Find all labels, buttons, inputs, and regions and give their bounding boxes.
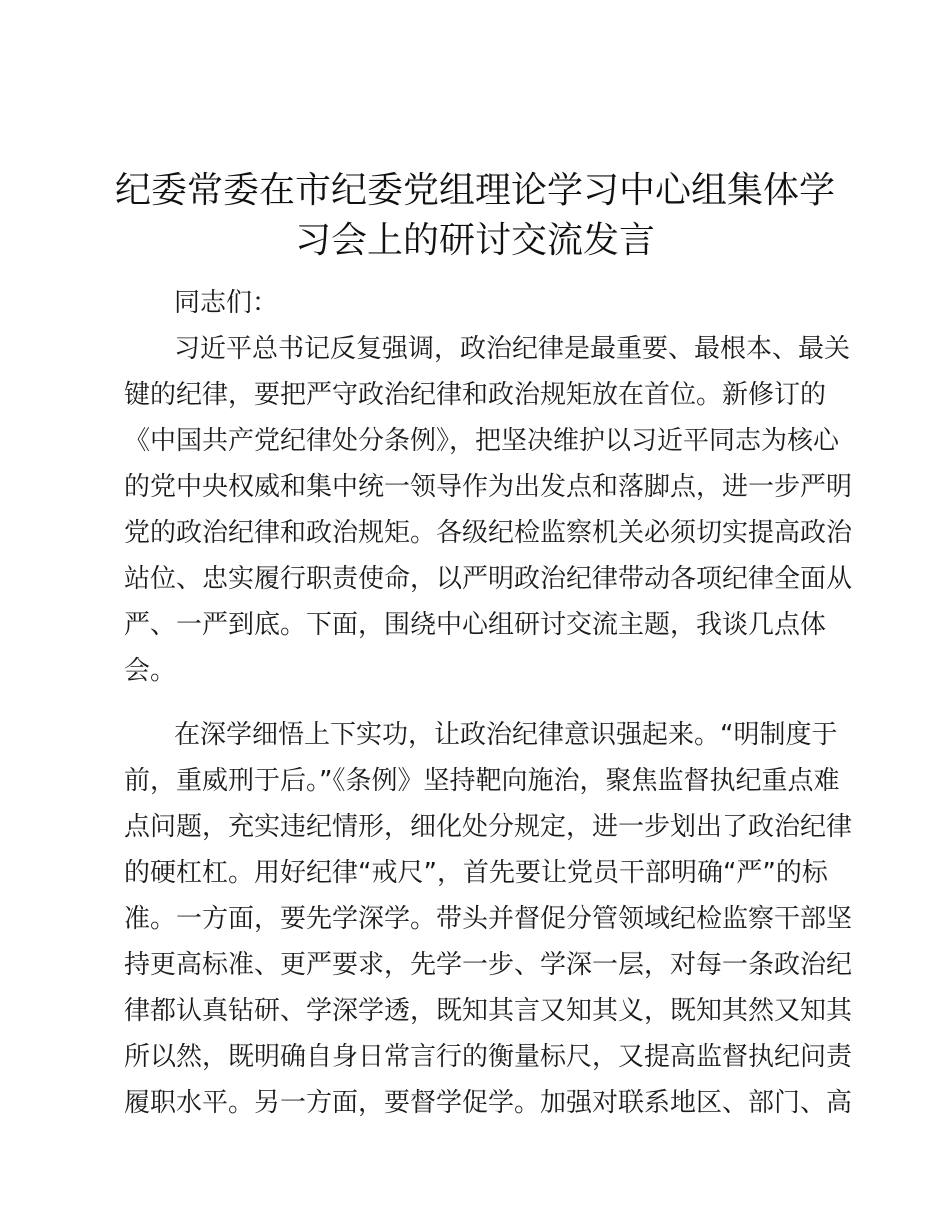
document-body bbox=[124, 280, 853, 1126]
paragraph-line: 党的政治纪律和政治规矩。各级纪检监察机关必须切实提高政治 bbox=[124, 518, 853, 548]
title-line-2: 习会上的研讨交流发言 bbox=[294, 220, 655, 261]
paragraph-spacer bbox=[124, 694, 844, 712]
paragraph-line: 前，重威刑于后。”《条例》坚持靶向施治，聚焦监督执纪重点难 bbox=[124, 766, 840, 796]
paragraph-2 bbox=[124, 712, 853, 1126]
paragraph-line: 准。一方面，要先学深学。带头并督促分管领域纪检监察干部坚 bbox=[124, 904, 853, 934]
paragraph-line: 习近平总书记反复强调，政治纪律是最重要、最根本、最关 bbox=[174, 334, 851, 364]
paragraph-line: 持更高标准、更严要求，先学一步、学深一层，对每一条政治纪 bbox=[124, 950, 853, 980]
paragraph-line: 所以然，既明确自身日常言行的衡量标尺，又提高监督执纪问责 bbox=[124, 1042, 853, 1072]
title-line-1: 纪委常委在市纪委党组理论学习中心组集体学 bbox=[114, 170, 835, 211]
document-title bbox=[110, 166, 840, 266]
paragraph-line: 的党中央权威和集中统一领导作为出发点和落脚点，进一步严明 bbox=[124, 472, 853, 502]
paragraph-line: 在深学细悟上下实功，让政治纪律意识强起来。“明制度于 bbox=[174, 720, 838, 750]
paragraph-line: 严、一严到底。下面，围绕中心组研讨交流主题，我谈几点体 bbox=[124, 610, 827, 640]
paragraph-line: 《中国共产党纪律处分条例》，把坚决维护以习近平同志为核心 bbox=[124, 426, 840, 456]
paragraph-line: 的硬杠杠。用好纪律“戒尺”，首先要让党员干部明确“严”的标 bbox=[124, 858, 828, 888]
paragraph-line: 履职水平。另一方面，要督学促学。加强对联系地区、部门、高 bbox=[124, 1088, 853, 1118]
salutation: 同志们： bbox=[174, 288, 279, 318]
paragraph-line: 律都认真钻研、学深学透，既知其言又知其义，既知其然又知其 bbox=[124, 996, 853, 1026]
paragraph-line: 点问题，充实违纪情形，细化处分规定，进一步划出了政治纪律 bbox=[124, 812, 853, 842]
paragraph-line: 键的纪律，要把严守政治纪律和政治规矩放在首位。新修订的 bbox=[124, 380, 827, 410]
paragraph-line: 站位、忠实履行职责使命，以严明政治纪律带动各项纪律全面从 bbox=[124, 564, 853, 594]
paragraph-1 bbox=[124, 326, 853, 694]
paragraph-line: 会。 bbox=[124, 656, 177, 686]
